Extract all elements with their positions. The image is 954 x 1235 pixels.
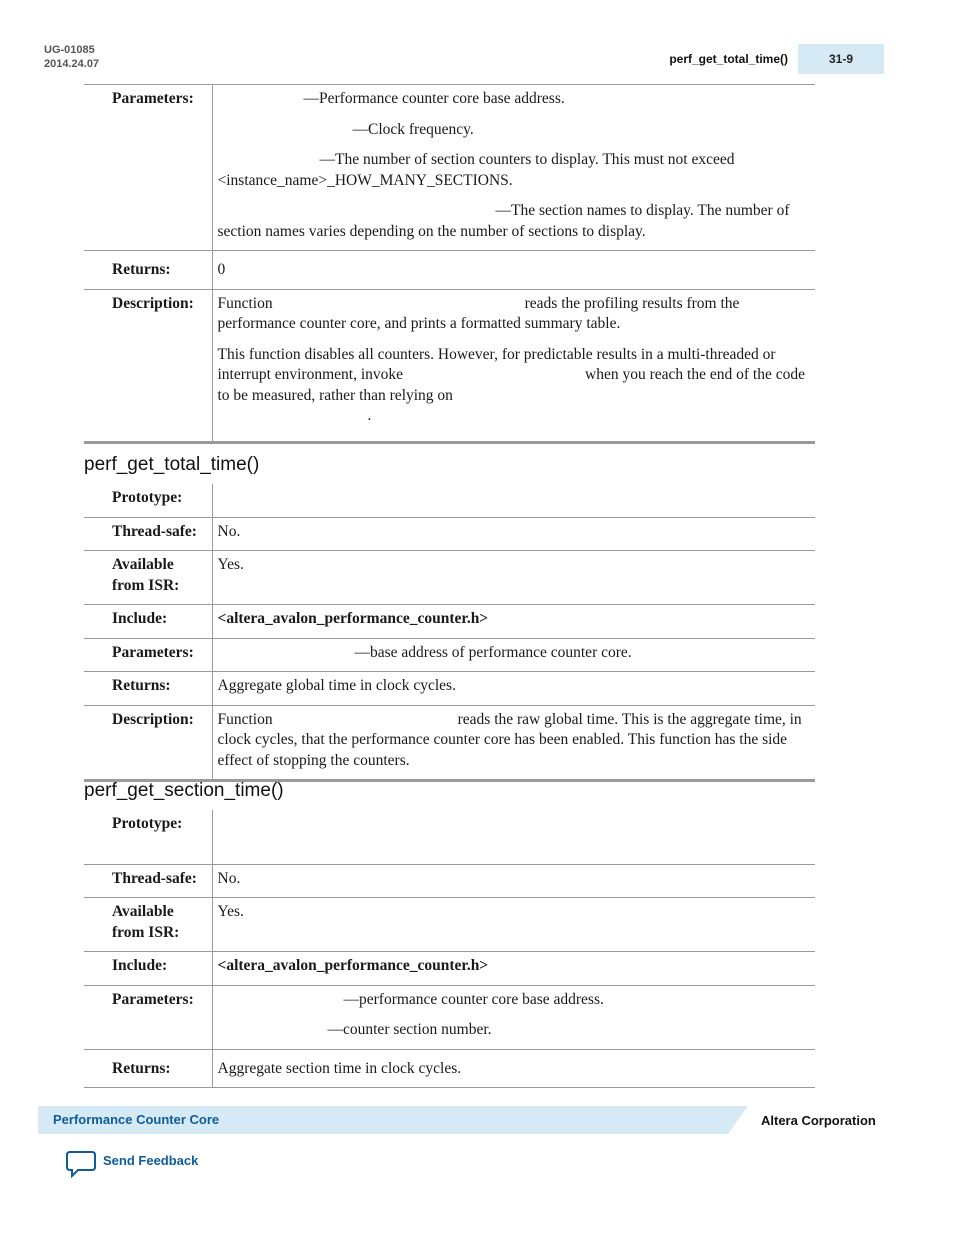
table-row	[84, 898, 815, 952]
row-value	[212, 289, 815, 442]
row-value	[212, 638, 815, 672]
feedback-icon[interactable]	[66, 1150, 96, 1178]
row-value: 0	[212, 251, 815, 290]
row-value: Aggregate global time in clock cycles.	[212, 672, 815, 706]
row-value: Yes.	[212, 551, 815, 605]
param-text: —Performance counter core base address.	[303, 90, 565, 107]
param-text: —Clock frequency.	[352, 120, 474, 138]
row-label: Parameters:	[84, 85, 212, 251]
page-number: 31-9	[798, 44, 884, 74]
table-row	[84, 251, 815, 290]
table-row	[84, 985, 815, 1049]
param-text: —performance counter core base address.	[343, 990, 604, 1008]
row-label: Returns:	[84, 251, 212, 290]
param-text: —counter section number.	[327, 1021, 492, 1038]
desc-text: Function	[217, 294, 273, 312]
running-header-title: perf_get_total_time()	[669, 52, 788, 66]
table-row	[84, 638, 815, 672]
row-value	[212, 484, 815, 517]
row-label: Description:	[84, 289, 212, 442]
function-table-section-time	[84, 810, 815, 1088]
row-label: Include:	[84, 605, 212, 639]
table-row	[84, 1049, 815, 1088]
function-table-total-time	[84, 484, 815, 782]
desc-text: .	[367, 407, 372, 424]
table-row	[84, 551, 815, 605]
table-row	[84, 864, 815, 898]
desc-text: Function	[217, 710, 273, 728]
table-row	[84, 810, 815, 864]
section-heading: perf_get_section_time()	[84, 780, 284, 801]
param-text: —base address of performance counter core.	[354, 643, 632, 661]
row-value	[212, 810, 815, 864]
section-heading: perf_get_total_time()	[84, 454, 260, 475]
row-label: Include:	[84, 952, 212, 986]
row-value	[212, 705, 815, 781]
row-label: Prototype:	[84, 810, 212, 864]
row-label: Returns:	[84, 672, 212, 706]
send-feedback-link[interactable]: Send Feedback	[103, 1153, 199, 1168]
desc-text: reads the profiling results from the performance counter core, and prints a formatted summary table.	[217, 294, 740, 332]
footer-chapter-link[interactable]: Performance Counter Core	[53, 1112, 220, 1127]
desc-text: when you reach the end of the code to be measured, rather than relying on	[217, 366, 805, 404]
table-row	[84, 705, 815, 781]
row-label: Parameters:	[84, 638, 212, 672]
table-row	[84, 517, 815, 551]
row-label: Available from ISR:	[84, 551, 212, 605]
desc-text: This function disables all counters. However, for predictable results in a multi-threaded or interrupt environment, invoke	[217, 345, 776, 383]
table-row	[84, 484, 815, 517]
footer-company: Altera Corporation	[761, 1113, 876, 1128]
param-text: —The number of section counters to display. This must not exceed <instance_name>_HOW_MANY_SECTIONS.	[217, 151, 735, 189]
document-date: 2014.24.07	[44, 58, 100, 70]
row-label: Parameters:	[84, 985, 212, 1049]
row-value: Yes.	[212, 898, 815, 952]
table-row	[84, 85, 815, 251]
document-id: UG-01085	[44, 44, 95, 56]
row-value: No.	[212, 864, 815, 898]
document-id-block	[44, 43, 99, 71]
row-label: Description:	[84, 705, 212, 781]
row-label: Thread-safe:	[84, 864, 212, 898]
desc-text: reads the raw global time. This is the aggregate time, in clock cycles, that the performance counter core has been enabled. This function has the side effect of stopping the counters.	[217, 710, 802, 769]
row-label: Prototype:	[84, 484, 212, 517]
function-table-continued	[84, 84, 815, 444]
table-row	[84, 605, 815, 639]
row-value: <altera_avalon_performance_counter.h>	[212, 605, 815, 639]
row-value	[212, 85, 815, 251]
param-text: —The section names to display. The number of section names varies depending on the number of sections to display.	[217, 202, 790, 240]
row-label: Returns:	[84, 1049, 212, 1088]
table-row	[84, 289, 815, 442]
table-row	[84, 952, 815, 986]
row-label: Thread-safe:	[84, 517, 212, 551]
table-row	[84, 672, 815, 706]
row-value: <altera_avalon_performance_counter.h>	[212, 952, 815, 986]
row-label: Available from ISR:	[84, 898, 212, 952]
row-value: Aggregate section time in clock cycles.	[212, 1049, 815, 1088]
row-value	[212, 985, 815, 1049]
row-value: No.	[212, 517, 815, 551]
